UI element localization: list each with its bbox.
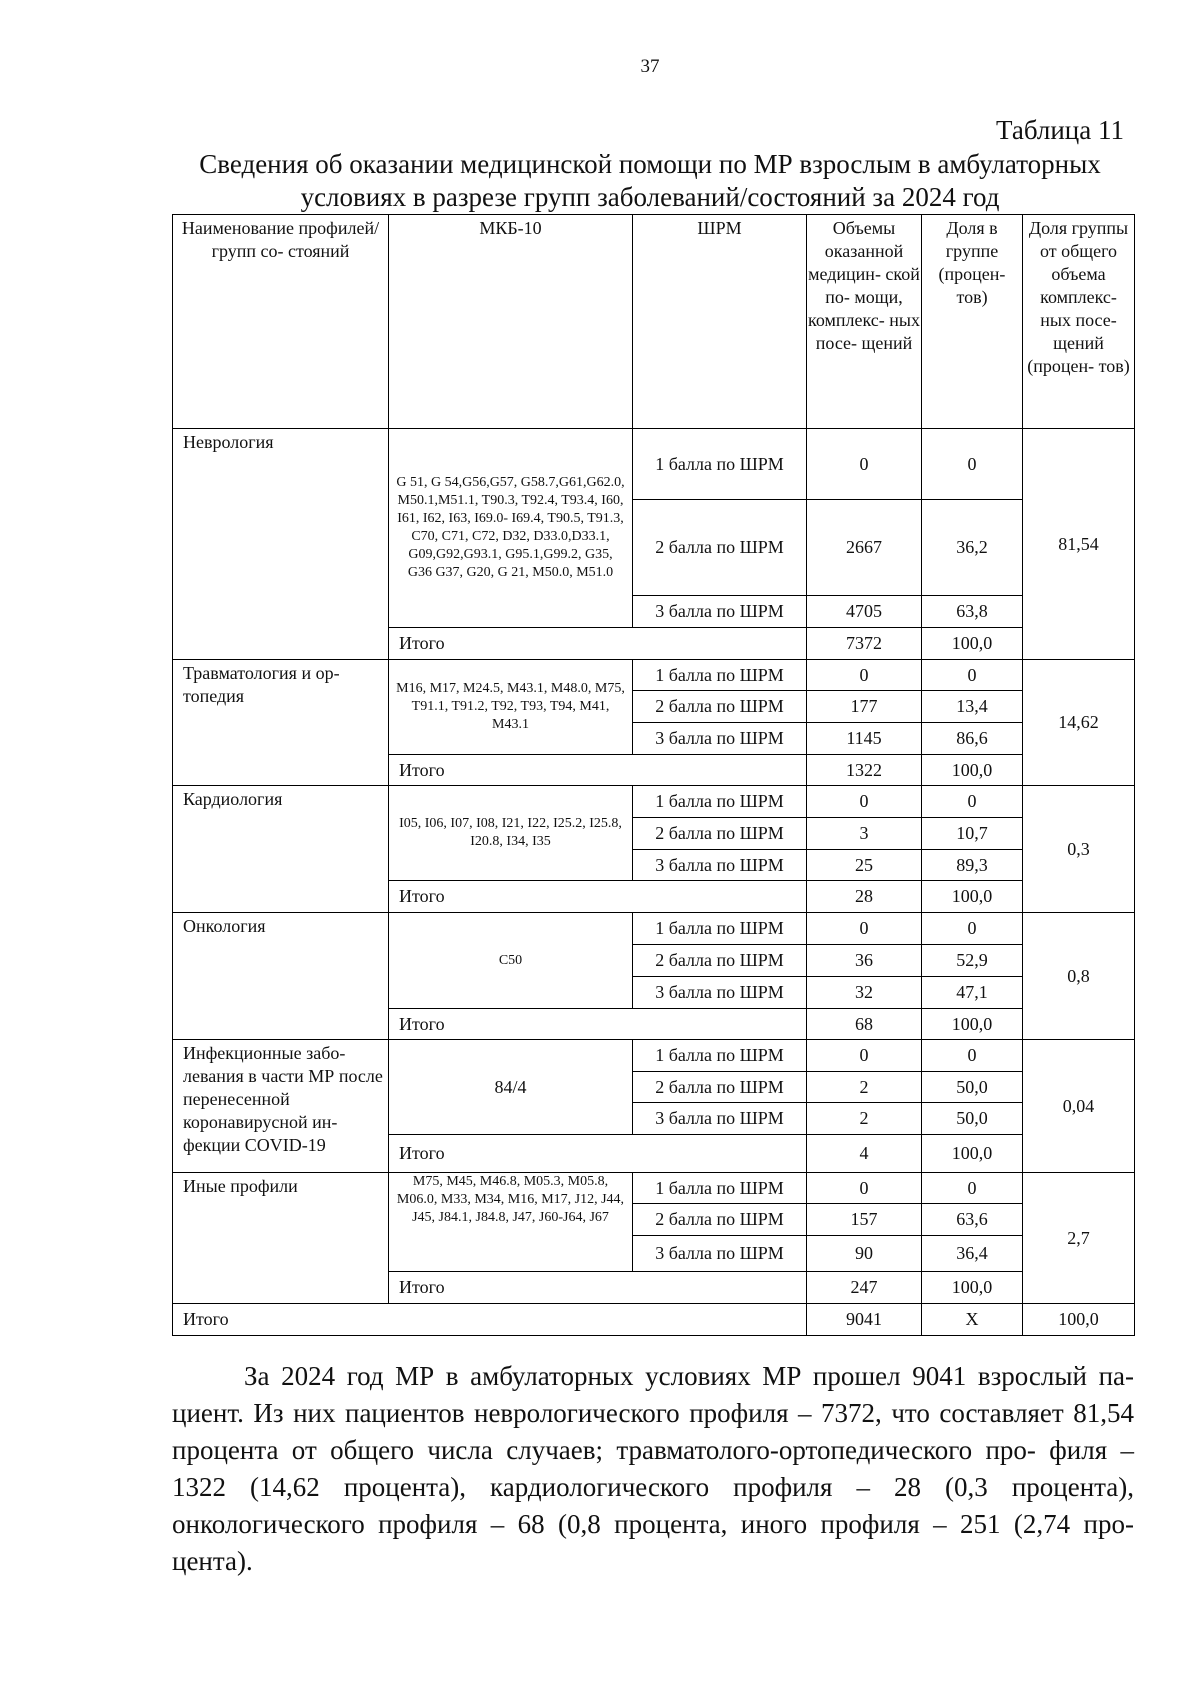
share-cell: 36,2 <box>922 500 1023 596</box>
table-row <box>173 660 1135 691</box>
volume-cell: 7372 <box>807 628 922 660</box>
shrm-label: 1 балла по ШРМ <box>633 786 807 818</box>
icd-codes: 84/4 <box>389 1040 633 1135</box>
total-label: Итого <box>389 1272 807 1304</box>
shrm-label: 3 балла по ШРМ <box>633 977 807 1009</box>
shrm-label: 1 балла по ШРМ <box>633 913 807 945</box>
share-cell: 36,4 <box>922 1236 1023 1272</box>
share-total-cell: 0,04 <box>1023 1040 1135 1173</box>
shrm-label: 3 балла по ШРМ <box>633 1103 807 1135</box>
table-row <box>173 429 1135 500</box>
grand-total-share: X <box>922 1304 1023 1336</box>
share-cell: 100,0 <box>922 881 1023 913</box>
share-total-cell: 0,8 <box>1023 913 1135 1040</box>
total-label: Итого <box>389 881 807 913</box>
summary-paragraph: За 2024 год МР в амбулаторных условиях МР прошел 9041 взрослый па- циент. Из них пациентов неврологического профиля – 7372, что составляет 81,54 процента от общего числа случаев; травматолого-ортопедического про- филя – 1322 (14,62 процента), кардиологического профиля – 28 (0,3 процента), онкологического профиля – 68 (0,8 процента, иного профиля – 251 (2,74 про- цента). <box>172 1361 1134 1576</box>
total-label: Итого <box>389 1009 807 1040</box>
volume-cell: 0 <box>807 913 922 945</box>
shrm-label: 1 балла по ШРМ <box>633 1040 807 1072</box>
volume-cell: 1322 <box>807 755 922 786</box>
share-cell: 52,9 <box>922 945 1023 977</box>
share-cell: 100,0 <box>922 628 1023 660</box>
share-cell: 47,1 <box>922 977 1023 1009</box>
volume-cell: 2 <box>807 1103 922 1135</box>
volume-cell: 1145 <box>807 723 922 755</box>
share-cell: 100,0 <box>922 755 1023 786</box>
share-total-cell: 0,3 <box>1023 786 1135 913</box>
shrm-label: 3 балла по ШРМ <box>633 723 807 755</box>
header-share-total: Доля группы от общего объема комплекс- ных посе- щений (процен- тов) <box>1023 215 1135 429</box>
share-cell: 50,0 <box>922 1072 1023 1103</box>
grand-total-row <box>173 1304 1135 1336</box>
icd-codes: M16, M17, M24.5, M43.1, M48.0, M75, T91.1, T91.2, T92, T93, T94, M41, M43.1 <box>389 660 633 755</box>
shrm-label: 2 балла по ШРМ <box>633 1072 807 1103</box>
share-cell: 100,0 <box>922 1009 1023 1040</box>
shrm-label: 3 балла по ШРМ <box>633 850 807 881</box>
total-label: Итого <box>389 755 807 786</box>
table-title: Сведения об оказании медицинской помощи по МР взрослым в амбулаторных условиях в разрезе групп заболеваний/состояний за 2024 год <box>199 149 1101 212</box>
share-cell: 0 <box>922 429 1023 500</box>
icd-codes: I05, I06, I07, I08, I21, I22, I25.2, I25.8, I20.8, I34, I35 <box>389 786 633 881</box>
share-cell: 100,0 <box>922 1135 1023 1173</box>
share-cell: 50,0 <box>922 1103 1023 1135</box>
volume-cell: 4 <box>807 1135 922 1173</box>
group-name: Травматология и ор- топедия <box>173 660 389 786</box>
header-shrm: ШРМ <box>633 215 807 429</box>
group-name: Онкология <box>173 913 389 1040</box>
volume-cell: 3 <box>807 818 922 850</box>
share-cell: 63,6 <box>922 1204 1023 1236</box>
shrm-label: 2 балла по ШРМ <box>633 500 807 596</box>
share-total-cell: 2,7 <box>1023 1173 1135 1304</box>
shrm-label: 2 балла по ШРМ <box>633 1204 807 1236</box>
volume-cell: 4705 <box>807 596 922 628</box>
share-cell: 13,4 <box>922 691 1023 723</box>
share-cell: 0 <box>922 913 1023 945</box>
share-cell: 86,6 <box>922 723 1023 755</box>
shrm-label: 2 балла по ШРМ <box>633 818 807 850</box>
table-row <box>173 1173 1135 1204</box>
volume-cell: 177 <box>807 691 922 723</box>
group-name: Кардиология <box>173 786 389 913</box>
volume-cell: 0 <box>807 660 922 691</box>
share-cell: 100,0 <box>922 1272 1023 1304</box>
icd-codes: G 51, G 54,G56,G57, G58.7,G61,G62.0, M50.1,M51.1, T90.3, T92.4, T93.4, I60, I61, I62, I63, I69.0- I69.4, T90.5, T91.3, C70, C71, C72, D32, D33.0,D33.1, G09,G92,G93.1, G95.1,G99.2, G35, G36 G37, G20, G 21, M50.0, M51.0 <box>389 429 633 628</box>
table-row <box>173 786 1135 818</box>
share-cell: 0 <box>922 1173 1023 1204</box>
shrm-label: 1 балла по ШРМ <box>633 429 807 500</box>
table-row <box>173 1040 1135 1072</box>
table-row <box>173 913 1135 945</box>
grand-total-label: Итого <box>173 1304 807 1336</box>
group-name: Неврология <box>173 429 389 660</box>
volume-cell: 0 <box>807 429 922 500</box>
shrm-label: 3 балла по ШРМ <box>633 1236 807 1272</box>
shrm-label: 3 балла по ШРМ <box>633 596 807 628</box>
grand-total-volume: 9041 <box>807 1304 922 1336</box>
total-label: Итого <box>389 1135 807 1173</box>
volume-cell: 36 <box>807 945 922 977</box>
volume-cell: 2 <box>807 1072 922 1103</box>
volume-cell: 90 <box>807 1236 922 1272</box>
volume-cell: 68 <box>807 1009 922 1040</box>
page-number: 37 <box>640 56 660 77</box>
icd-codes: M75, M45, M46.8, M05.3, M05.8, M06.0, M33, M34, M16, M17, J12, J44, J45, J84.1, J84.8, J47, J60-J64, J67 <box>389 1173 633 1272</box>
volume-cell: 0 <box>807 1040 922 1072</box>
share-cell: 63,8 <box>922 596 1023 628</box>
volume-cell: 28 <box>807 881 922 913</box>
header-row <box>173 215 1135 429</box>
shrm-label: 2 балла по ШРМ <box>633 945 807 977</box>
table-label: Таблица 11 <box>996 115 1124 145</box>
header-volume: Объемы оказанной медицин- ской по- мощи, комплекс- ных посе- щений <box>807 215 922 429</box>
volume-cell: 247 <box>807 1272 922 1304</box>
share-cell: 10,7 <box>922 818 1023 850</box>
share-total-cell: 14,62 <box>1023 660 1135 786</box>
shrm-label: 2 балла по ШРМ <box>633 691 807 723</box>
share-cell: 0 <box>922 1040 1023 1072</box>
group-name: Иные профили <box>173 1173 389 1304</box>
shrm-label: 1 балла по ШРМ <box>633 660 807 691</box>
share-total-cell: 81,54 <box>1023 429 1135 660</box>
grand-total-share-total: 100,0 <box>1023 1304 1135 1336</box>
header-share-group: Доля в группе (процен- тов) <box>922 215 1023 429</box>
volume-cell: 157 <box>807 1204 922 1236</box>
header-profile: Наименование профилей/групп со- стояний <box>173 215 389 429</box>
group-name: Инфекционные забо- левания в части МР после перенесенной коронавирусной ин- фекции COVID-19 <box>173 1040 389 1173</box>
data-table <box>172 214 1135 1336</box>
share-cell: 0 <box>922 786 1023 818</box>
icd-codes: C50 <box>389 913 633 1009</box>
volume-cell: 2667 <box>807 500 922 596</box>
header-icd: МКБ-10 <box>389 215 633 429</box>
share-cell: 89,3 <box>922 850 1023 881</box>
total-label: Итого <box>389 628 807 660</box>
shrm-label: 1 балла по ШРМ <box>633 1173 807 1204</box>
volume-cell: 25 <box>807 850 922 881</box>
volume-cell: 0 <box>807 786 922 818</box>
share-cell: 0 <box>922 660 1023 691</box>
volume-cell: 0 <box>807 1173 922 1204</box>
volume-cell: 32 <box>807 977 922 1009</box>
